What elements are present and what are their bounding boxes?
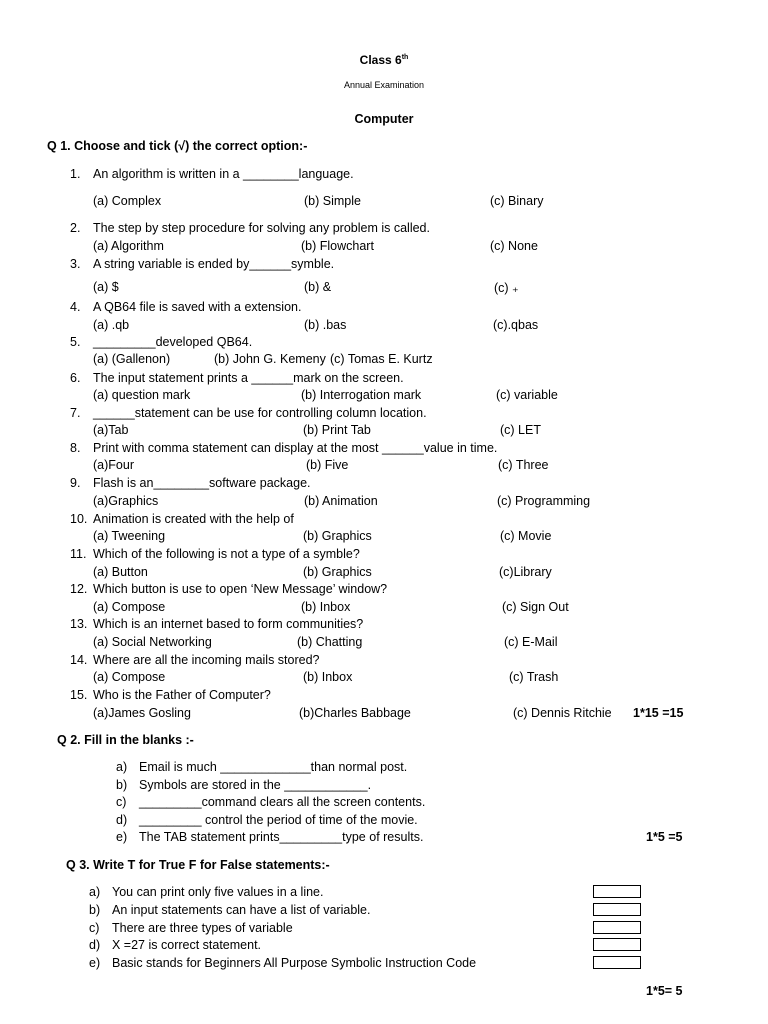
q1-option-a: (a) Algorithm (93, 239, 164, 253)
q2-item-text: Symbols are stored in the ____________. (139, 778, 372, 792)
q1-option-a: (a)Tab (93, 423, 129, 437)
q1-option-c: (c) variable (496, 388, 558, 402)
q3-item-label: a) (89, 885, 101, 899)
q1-option-c: (c) Movie (500, 529, 552, 543)
q1-number: 13. (70, 617, 88, 631)
q1-option-a: (a) Compose (93, 600, 166, 614)
q1-question: Who is the Father of Computer? (93, 688, 271, 702)
q1-option-b: (b) Chatting (297, 635, 363, 649)
q1-option-a: (a) Complex (93, 194, 162, 208)
q1-number: 4. (70, 300, 81, 314)
answer-box[interactable] (593, 956, 641, 969)
q1-number: 2. (70, 221, 81, 235)
q2-heading: Q 2. Fill in the blanks :- (57, 733, 194, 747)
q1-option-c: (c) None (490, 239, 538, 253)
q3-item-label: e) (89, 956, 101, 970)
q1-question: The input statement prints a ______mark on the screen. (93, 371, 404, 385)
q1-number: 5. (70, 335, 81, 349)
q1-option-a: (a)Four (93, 458, 134, 472)
q2-marks: 1*5 =5 (646, 830, 683, 844)
q1-option-a: (a) .qb (93, 318, 130, 332)
q1-option-c: (c) Tomas E. Kurtz (330, 352, 433, 366)
q2-item-text: _________ control the period of time of the movie. (139, 813, 418, 827)
q1-option-b: (b) Simple (304, 194, 361, 208)
q1-question: Which of the following is not a type of a symble? (93, 547, 360, 561)
q1-option-b: (b) Animation (304, 494, 378, 508)
q1-number: 7. (70, 406, 81, 420)
q3-item-label: b) (89, 903, 101, 917)
q1-number: 12. (70, 582, 88, 596)
q1-option-a: (a)James Gosling (93, 706, 191, 720)
q3-item-text: You can print only five values in a line. (112, 885, 324, 899)
q1-number: 3. (70, 257, 81, 271)
q1-marks: 1*15 =15 (633, 706, 684, 720)
q1-option-b: (b) Interrogation mark (301, 388, 422, 402)
q1-number: 11. (70, 547, 87, 561)
q1-option-a: (a) question mark (93, 388, 191, 402)
q1-option-c: (c).qbas (493, 318, 539, 332)
q1-option-b: (b) Inbox (301, 600, 351, 614)
q1-question: A QB64 file is saved with a extension. (93, 300, 302, 314)
q3-marks: 1*5= 5 (646, 984, 683, 998)
q3-item-text: An input statements can have a list of variable. (112, 903, 371, 917)
q1-question: A string variable is ended by______symble. (93, 257, 335, 271)
answer-box[interactable] (593, 903, 641, 916)
q2-item-label: c) (116, 795, 127, 809)
q1-option-c: (c) LET (500, 423, 541, 437)
q3-item-label: c) (89, 921, 100, 935)
q1-number: 14. (70, 653, 88, 667)
q1-option-c: (c) Three (498, 458, 549, 472)
q1-number: 10. (70, 512, 88, 526)
q1-option-a: (a) (Gallenon) (93, 352, 171, 366)
q1-option-b: (b) Graphics (303, 565, 372, 579)
q2-item-label: a) (116, 760, 128, 774)
q3-item-text: There are three types of variable (112, 921, 293, 935)
q1-option-c: (c) Sign Out (502, 600, 569, 614)
q3-item-text: X =27 is correct statement. (112, 938, 262, 952)
q2-item-text: Email is much _____________than normal post. (139, 760, 408, 774)
q2-item-label: b) (116, 778, 128, 792)
answer-box[interactable] (593, 938, 641, 951)
q1-option-a: (a) Button (93, 565, 148, 579)
q1-option-b: (b) & (304, 280, 332, 294)
q1-option-c: (c) Dennis Ritchie (513, 706, 612, 720)
q1-option-b: (b) .bas (304, 318, 347, 332)
q1-question: Which button is use to open ‘New Message’ window? (93, 582, 388, 596)
q1-option-b: (b) Inbox (303, 670, 353, 684)
q2-item-text: The TAB statement prints_________type of results. (139, 830, 424, 844)
q1-number: 6. (70, 371, 81, 385)
q1-heading: Q 1. Choose and tick (√) the correct option:- (47, 139, 308, 153)
q1-question: Which is an internet based to form communities? (93, 617, 364, 631)
q1-option-c: (c) Trash (509, 670, 559, 684)
q1-option-c: (c) Programming (497, 494, 591, 508)
q3-item-text: Basic stands for Beginners All Purpose Symbolic Instruction Code (112, 956, 477, 970)
class-title: Class 6th (359, 53, 409, 67)
q2-item-text: _________command clears all the screen contents. (139, 795, 426, 809)
q1-question: Where are all the incoming mails stored? (93, 653, 320, 667)
q1-question: Print with comma statement can display at the most ______value in time. (93, 441, 498, 455)
answer-box[interactable] (593, 921, 641, 934)
q1-question: The step by step procedure for solving any problem is called. (93, 221, 430, 235)
q1-question: ______statement can be use for controlling column location. (93, 406, 427, 420)
q2-item-label: d) (116, 813, 128, 827)
answer-box[interactable] (593, 885, 641, 898)
q1-question: An algorithm is written in a ________language. (93, 167, 354, 181)
q1-option-b: (b)Charles Babbage (299, 706, 411, 720)
q1-option-b: (b) Print Tab (303, 423, 371, 437)
q1-number: 1. (70, 167, 81, 181)
q1-option-c: (c) E-Mail (504, 635, 558, 649)
q1-option-c: (c)Library (499, 565, 552, 579)
q3-item-label: d) (89, 938, 101, 952)
q1-number: 15. (70, 688, 88, 702)
subject-title: Computer (354, 112, 414, 126)
q1-option-a: (a) Social Networking (93, 635, 212, 649)
q1-option-b: (b) John G. Kemeny (214, 352, 326, 366)
q1-number: 8. (70, 441, 81, 455)
q1-option-a: (a) $ (93, 280, 119, 294)
q1-option-b: (b) Graphics (303, 529, 372, 543)
q1-option-c: (c) ₊ (494, 281, 519, 295)
q1-question: _________developed QB64. (93, 335, 253, 349)
q1-option-a: (a) Tweening (93, 529, 166, 543)
q1-option-a: (a)Graphics (93, 494, 159, 508)
q1-option-a: (a) Compose (93, 670, 166, 684)
exam-title: Annual Examination (343, 80, 425, 90)
q3-heading: Q 3. Write T for True F for False statements:- (66, 858, 330, 872)
q1-option-b: (b) Five (306, 458, 349, 472)
q1-option-c: (c) Binary (490, 194, 544, 208)
q1-number: 9. (70, 476, 81, 490)
q1-question: Animation is created with the help of (93, 512, 294, 526)
q1-question: Flash is an________software package. (93, 476, 311, 490)
q1-option-b: (b) Flowchart (301, 239, 374, 253)
q2-item-label: e) (116, 830, 128, 844)
